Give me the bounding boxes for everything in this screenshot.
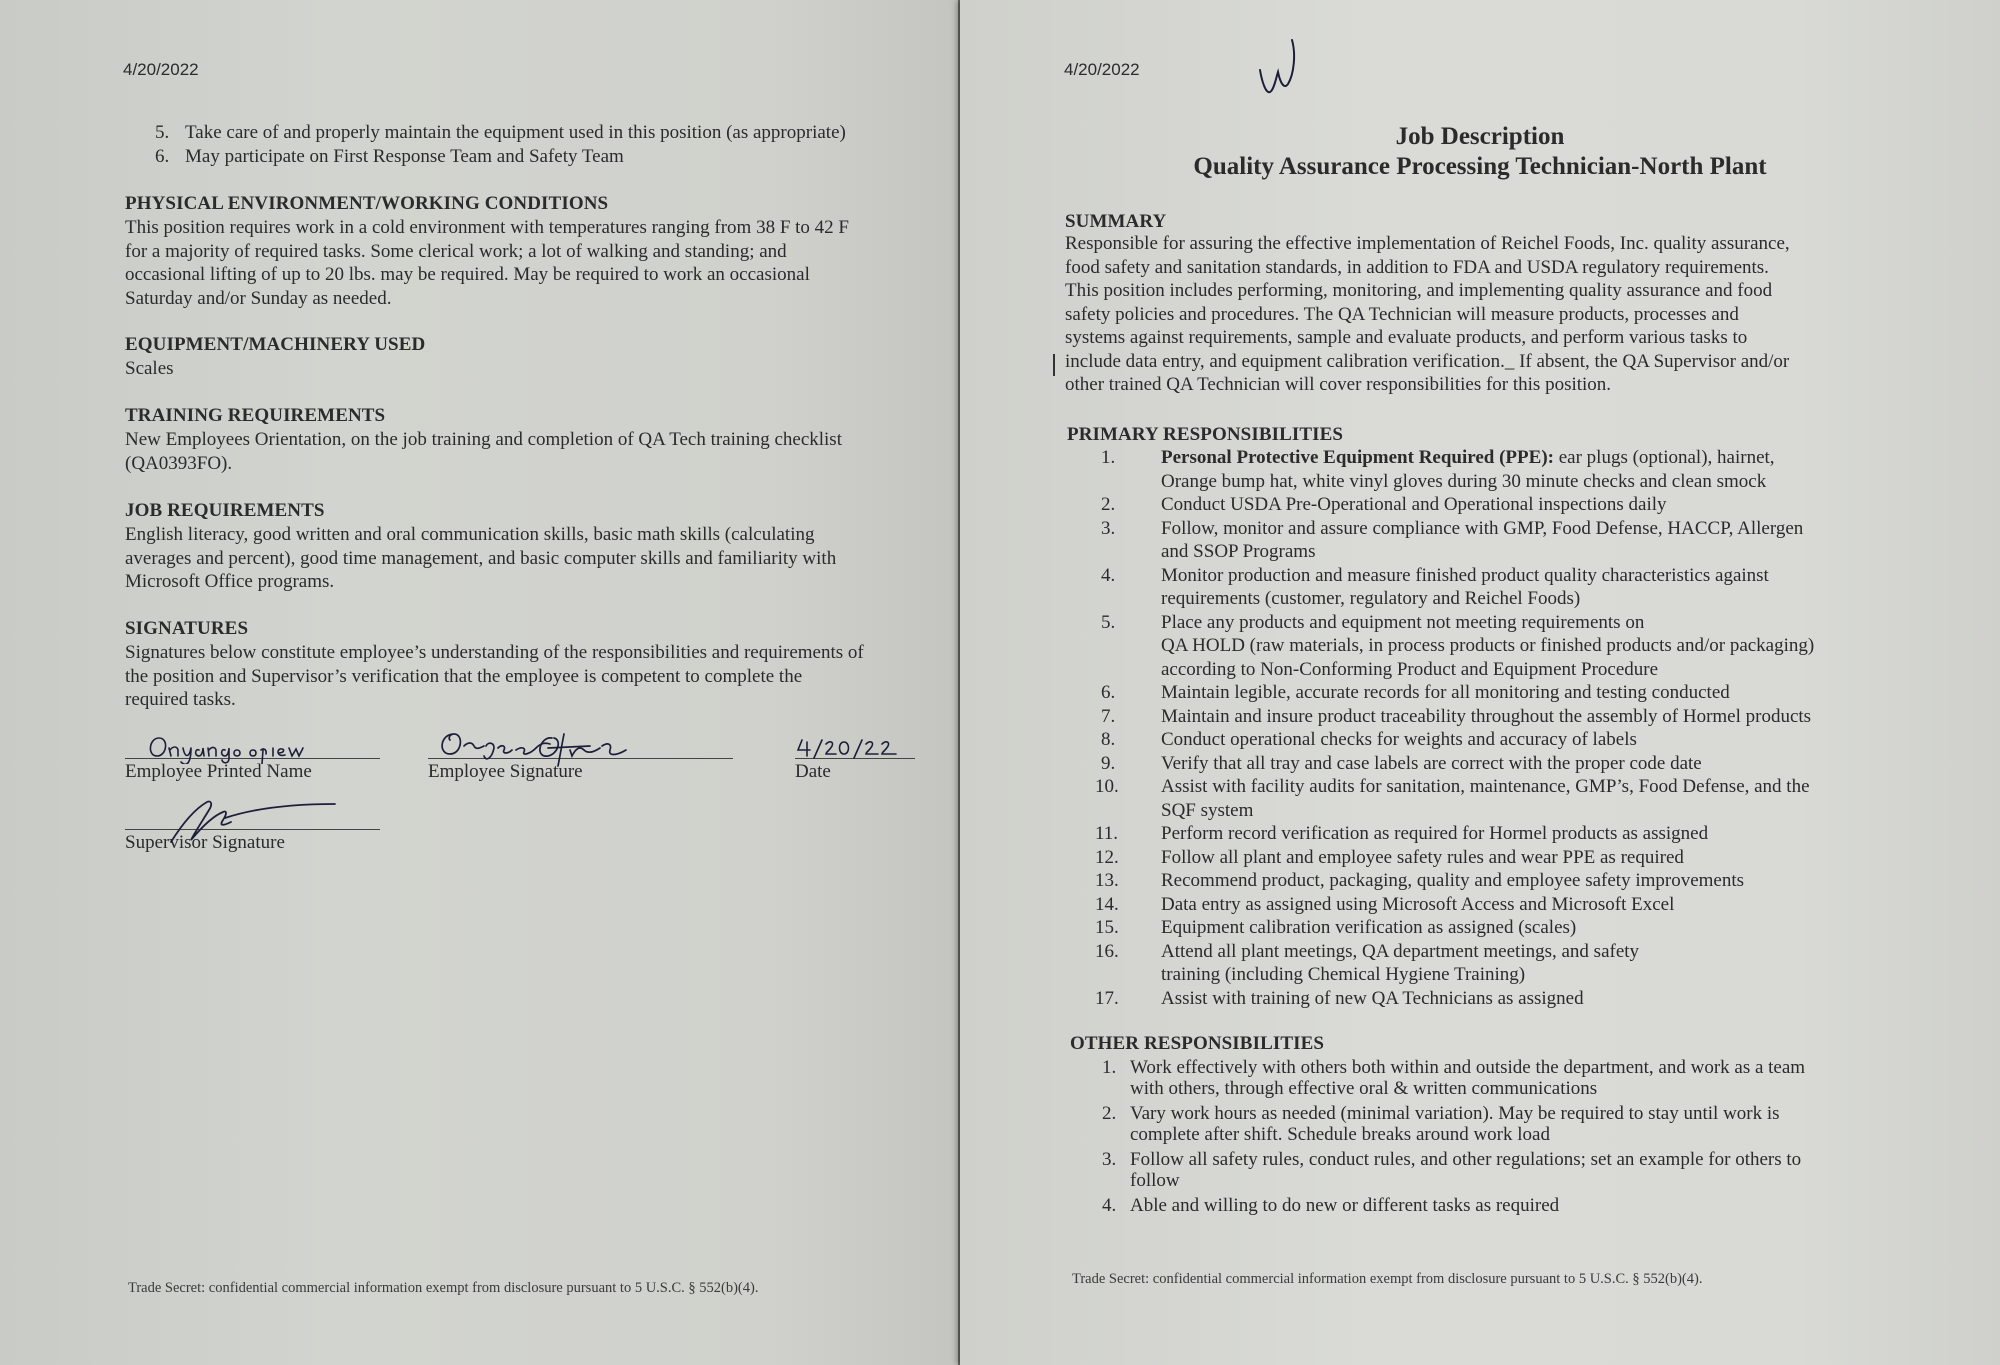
list-item — [1102, 1195, 1982, 1216]
text-line: SQF system — [1161, 799, 1254, 821]
margin-mark — [1053, 354, 1055, 376]
text-line: Monitor production and measure finished product quality characteristics against — [1161, 564, 1769, 586]
text-line: Microsoft Office programs. — [125, 571, 335, 592]
text-line: Vary work hours as needed (minimal variation). May be required to stay until work is — [1130, 1103, 1780, 1124]
item-number: 16. — [1095, 940, 1119, 962]
item-text — [1161, 869, 1744, 893]
item-text — [1161, 681, 1730, 705]
text-line: Maintain legible, accurate records for all monitoring and testing conducted — [1161, 682, 1730, 703]
text-line: This position requires work in a cold environment with temperatures ranging from 38 F to 42 F — [125, 217, 849, 238]
ppe-bold-label: Personal Protective Equipment Required (PPE): — [1161, 447, 1554, 468]
list-item — [1102, 1149, 1982, 1191]
list-item — [1095, 893, 1978, 917]
item-text — [1130, 1195, 1559, 1216]
item-text — [1161, 916, 1576, 940]
right-date: 4/20/2022 — [1064, 60, 1140, 79]
text-line: for a majority of required tasks. Some clerical work; a lot of walking and standing; and — [125, 240, 787, 262]
item-text: Take care of and properly maintain the equipment used in this position (as appropriate) — [185, 122, 846, 143]
job-requirements-text — [125, 523, 836, 594]
text-line: Follow all plant and employee safety rules and wear PPE as required — [1161, 846, 1684, 868]
item-number: 4. — [1102, 1195, 1117, 1216]
text-line: (QA0393FO). — [125, 452, 233, 474]
employee-printed-name-label: Employee Printed Name — [125, 761, 312, 782]
other-heading: OTHER RESPONSIBILITIES — [1070, 1033, 1325, 1054]
item-number: 3. — [1101, 517, 1116, 539]
supervisor-signature-label: Supervisor Signature — [125, 832, 285, 853]
list-item — [1095, 916, 1978, 940]
text-line: according to Non-Conforming Product and Equipment Procedure — [1161, 658, 1659, 680]
text-line: Verify that all tray and case labels are correct with the proper code date — [1161, 752, 1702, 774]
text-line: This position includes performing, monitoring, and implementing quality assurance and food — [1065, 280, 1773, 301]
summary-heading: SUMMARY — [1065, 211, 1167, 232]
ppe-text: ear plugs (optional), hairnet, — [1553, 447, 1775, 468]
item-number: 14. — [1095, 893, 1119, 915]
item-number: 6. — [155, 146, 170, 167]
equipment-heading: EQUIPMENT/MACHINERY USED — [125, 334, 426, 355]
list-item — [1098, 446, 1978, 493]
item-text — [1161, 893, 1674, 917]
right-page — [960, 0, 2000, 1365]
list-item — [1098, 752, 1978, 776]
item-number: 2. — [1101, 494, 1116, 515]
item-text — [1130, 1057, 1805, 1099]
handwritten-employee-signature — [440, 728, 650, 768]
text-line: training (including Chemical Hygiene Training) — [1161, 964, 1526, 985]
item-text — [1161, 517, 1803, 564]
text-line: averages and percent), good time management, and basic computer skills and familiarity with — [125, 547, 837, 569]
list-item — [1102, 1103, 1982, 1145]
text-line: Follow, monitor and assure compliance with GMP, Food Defense, HACCP, Allergen — [1161, 517, 1804, 539]
text-line: with others, through effective oral & written communications — [1130, 1078, 1598, 1099]
training-heading: TRAINING REQUIREMENTS — [125, 405, 386, 426]
text-line: Scales — [125, 358, 174, 379]
summary-text — [1065, 232, 1790, 397]
item-number: 15. — [1095, 917, 1119, 938]
list-item — [1095, 940, 1978, 987]
text-line: Recommend product, packaging, quality and employee safety improvements — [1161, 870, 1745, 891]
item-number: 2. — [1102, 1103, 1117, 1124]
physical-text — [125, 216, 849, 310]
text-line: Signatures below constitute employee’s understanding of the responsibilities and requirements of — [125, 642, 864, 663]
item-number: 17. — [1095, 987, 1119, 1009]
list-item — [1095, 775, 1978, 822]
equipment-text — [125, 357, 174, 381]
job-requirements-heading: JOB REQUIREMENTS — [125, 500, 325, 521]
item-text — [1161, 611, 1814, 682]
text-line: Saturday and/or Sunday as needed. — [125, 287, 392, 309]
list-item — [1098, 681, 1978, 705]
item-text — [1161, 987, 1584, 1011]
text-line: Able and willing to do new or different tasks as required — [1130, 1195, 1560, 1216]
text-line: Responsible for assuring the effective implementation of Reichel Foods, Inc. quality assurance, — [1065, 233, 1790, 254]
date-label: Date — [795, 761, 831, 782]
text-line: food safety and sanitation standards, in addition to FDA and USDA regulatory requirements. — [1065, 256, 1769, 278]
text-line: follow — [1130, 1170, 1180, 1191]
text-line: Assist with facility audits for sanitation, maintenance, GMP’s, Food Defense, and the — [1161, 776, 1810, 797]
item-number: 1. — [1101, 447, 1116, 468]
text-line: occasional lifting of up to 20 lbs. may be required. May be required to work an occasional — [125, 264, 810, 285]
text-line: complete after shift. Schedule breaks around work load — [1130, 1124, 1550, 1145]
list-item — [1098, 611, 1978, 682]
employee-signature-label: Employee Signature — [428, 761, 583, 782]
right-footer: Trade Secret: confidential commercial information exempt from disclosure pursuant to 5 U.S.C. § 552(b)(4). — [1072, 1271, 1703, 1287]
item-text — [1161, 940, 1639, 987]
item-text — [1161, 446, 1775, 493]
text-line: Data entry as assigned using Microsoft Access and Microsoft Excel — [1161, 893, 1675, 915]
list-item — [1095, 822, 1978, 846]
list-item — [1098, 564, 1978, 611]
text-line: Place any products and equipment not meeting requirements on — [1161, 611, 1645, 633]
item-text — [1161, 493, 1667, 517]
item-text — [1161, 846, 1684, 870]
list-item — [1095, 987, 1978, 1011]
text-line: the position and Supervisor’s verification that the employee is competent to complete the — [125, 665, 803, 687]
list-item — [1095, 869, 1978, 893]
item-text: May participate on First Response Team and Safety Team — [185, 146, 624, 167]
list-item — [1098, 705, 1978, 729]
item-number: 8. — [1101, 729, 1116, 750]
item-text — [1161, 822, 1708, 846]
list-item — [1098, 728, 1978, 752]
text-line: Conduct operational checks for weights and accuracy of labels — [1161, 729, 1637, 750]
text-line: Follow all safety rules, conduct rules, and other regulations; set an example for others to — [1130, 1149, 1802, 1170]
item-text — [1161, 705, 1811, 729]
primary-heading: PRIMARY RESPONSIBILITIES — [1067, 424, 1344, 445]
text-line: Work effectively with others both within and outside the department, and work as a team — [1130, 1057, 1806, 1078]
text-line: QA HOLD (raw materials, in process products or finished products and/or packaging) — [1161, 635, 1815, 656]
text-line: Conduct USDA Pre-Operational and Operational inspections daily — [1161, 494, 1667, 515]
left-date: 4/20/2022 — [123, 60, 199, 79]
item-text — [1161, 752, 1702, 776]
signatures-text — [125, 641, 864, 712]
text-line: Orange bump hat, white vinyl gloves during 30 minute checks and clean smock — [1161, 470, 1767, 492]
item-number: 1. — [1102, 1057, 1117, 1078]
item-number: 5. — [155, 122, 170, 143]
text-line: English literacy, good written and oral communication skills, basic math skills (calculating — [125, 524, 815, 545]
text-line: systems against requirements, sample and evaluate products, and perform various tasks to — [1065, 327, 1748, 348]
item-text — [1130, 1149, 1801, 1191]
item-text — [1130, 1103, 1780, 1145]
item-number: 10. — [1095, 776, 1119, 797]
signatures-heading: SIGNATURES — [125, 618, 249, 639]
item-text — [1161, 775, 1810, 822]
text-line: Assist with training of new QA Technicians as assigned — [1161, 987, 1584, 1009]
item-number: 7. — [1101, 705, 1116, 727]
text-line: and SSOP Programs — [1161, 541, 1316, 562]
training-text — [125, 428, 842, 475]
physical-heading: PHYSICAL ENVIRONMENT/WORKING CONDITIONS — [125, 193, 609, 214]
list-item — [1095, 846, 1978, 870]
text-line: other trained QA Technician will cover responsibilities for this position. — [1065, 374, 1612, 395]
text-line: required tasks. — [125, 689, 236, 710]
item-text — [1161, 728, 1637, 752]
handwritten-date — [796, 736, 916, 762]
item-number: 4. — [1101, 564, 1116, 586]
text-line: New Employees Orientation, on the job training and completion of QA Tech training checklist — [125, 429, 842, 450]
handwritten-initial-mark — [1256, 36, 1300, 98]
text-line: Equipment calibration verification as assigned (scales) — [1161, 917, 1577, 938]
item-number: 12. — [1095, 846, 1119, 868]
text-line: requirements (customer, regulatory and Reichel Foods) — [1161, 588, 1581, 609]
item-number: 3. — [1102, 1149, 1117, 1170]
text-line: Perform record verification as required for Hormel products as assigned — [1161, 823, 1709, 844]
text-line: safety policies and procedures. The QA Technician will measure products, processes and — [1065, 303, 1739, 325]
left-page — [0, 0, 958, 1365]
item-text — [1161, 564, 1769, 611]
item-number: 11. — [1095, 823, 1119, 844]
list-item — [1098, 517, 1978, 564]
text-line: Maintain and insure product traceability throughout the assembly of Hormel products — [1161, 705, 1812, 727]
text-line: Attend all plant meetings, QA department meetings, and safety — [1161, 940, 1640, 962]
item-number: 5. — [1101, 611, 1116, 633]
handwritten-supervisor-signature — [165, 796, 345, 846]
item-number: 9. — [1101, 752, 1116, 774]
list-item — [155, 145, 935, 169]
item-number: 13. — [1095, 870, 1119, 891]
list-item — [1102, 1057, 1982, 1099]
item-number: 6. — [1101, 682, 1116, 703]
handwritten-printed-name — [145, 728, 345, 764]
document-title: Job Description — [1395, 123, 1565, 150]
text-line — [1161, 446, 1775, 470]
text-line: include data entry, and equipment calibration verification._ If absent, the QA Supervisor and/or — [1065, 350, 1790, 372]
left-footer: Trade Secret: confidential commercial information exempt from disclosure pursuant to 5 U.S.C. § 552(b)(4). — [128, 1280, 759, 1296]
document-subtitle: Quality Assurance Processing Technician-North Plant — [1193, 153, 1767, 180]
list-item — [1098, 493, 1978, 517]
